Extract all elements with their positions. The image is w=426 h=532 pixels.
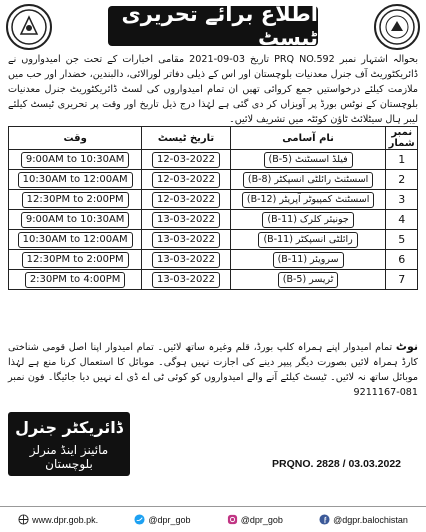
row-post: ٹریسر (B-5) [230,270,386,290]
note-label: نوٹ [395,340,418,353]
globe-icon [18,514,29,525]
row-date: 13-03-2022 [142,230,231,250]
row-time: 12:30PM to 2:00PM [9,190,142,210]
row-time: 9:00AM to 10:30AM [9,150,142,170]
row-date: 13-03-2022 [142,250,231,270]
director-department: مائینز اینڈ منرلز بلوچستان [29,443,109,471]
row-post: سرویئر (B-11) [230,250,386,270]
government-logo-icon [6,4,52,50]
note-section [8,339,418,400]
row-sn: 7 [386,270,418,290]
row-sn: 4 [386,210,418,230]
table-row [9,230,418,250]
table-row [9,190,418,210]
prq-value: 2828 [316,458,340,470]
row-sn: 5 [386,230,418,250]
footer-facebook[interactable]: @dgpr.balochistan [319,514,408,525]
table-row [9,250,418,270]
table-row [9,150,418,170]
row-date: 13-03-2022 [142,270,231,290]
row-post: فیلڈ اسسٹنٹ (B-5) [230,150,386,170]
row-time: 10:30AM to 12:00AM [9,170,142,190]
footer-twitter[interactable]: @dpr_gob [134,514,190,525]
footer-bar [0,506,426,532]
intro-text: بحوالہ اشتہار نمبر PRQ NO.592 تاریخ 03-09-2021 مقامی اخبارات کے تحت جن امیدواروں نے ڈائریکٹوریٹ آف جنرل معدنیات بلوچستان اور اس کے ذیلی دفاتر لورالائی، دالبندین، خضدار اور حب میں ملازمت کیلئے درخواستیں جمع کروائی تھیں ان تمام امیدواروں کی لسٹ ڈائریکٹوریٹ جنرل معدنیات بلوچستان کے نوٹس بورڈ پر آویزاں کر دی گئی ہے لہٰذا درج ذیل تاریخ اور وقت پر تحریری ٹیسٹ کیلئے لیبر ہال سیٹلائٹ ٹاؤن کوئٹہ میں تشریف لائیں۔ [8,54,418,125]
row-sn: 1 [386,150,418,170]
row-post: جونیئر کلرک (B-11) [230,210,386,230]
row-post: اسسٹنٹ کمپیوٹر آپریٹر (B-12) [230,190,386,210]
table-row [9,210,418,230]
instagram-icon [227,514,238,525]
table-row [9,170,418,190]
footer-instagram[interactable]: @dpr_gob [227,514,283,525]
page-title: اطلاع برائے تحریری ٹیسٹ [108,6,318,46]
header-sn: نمبر شمار [386,127,418,150]
table-header-row [9,127,418,150]
directorate-seal-icon [374,4,420,50]
row-sn: 3 [386,190,418,210]
row-date: 12-03-2022 [142,190,231,210]
header-time: وقت [9,127,142,150]
facebook-icon [319,514,330,525]
row-date: 12-03-2022 [142,150,231,170]
director-signature-block [8,412,130,476]
row-time: 9:00AM to 10:30AM [9,210,142,230]
prq-number: PRQNO. 2828 / 03.03.2022 [272,458,402,470]
director-title: ڈائریکٹر جنرل [15,418,123,437]
row-date: 12-03-2022 [142,170,231,190]
test-schedule-table [8,126,418,290]
row-sn: 2 [386,170,418,190]
intro-paragraph [8,52,418,127]
row-time: 12:30PM to 2:00PM [9,250,142,270]
twitter-icon [134,514,145,525]
row-time: 10:30AM to 12:00AM [9,230,142,250]
header-date: تاریخ ٹیسٹ [142,127,231,150]
row-post: اسسٹنٹ رائلٹی انسپکٹر (B-8) [230,170,386,190]
header-post: نام آسامی [230,127,386,150]
row-sn: 6 [386,250,418,270]
prq-date: 03.03.2022 [348,458,402,470]
footer-website[interactable]: www.dpr.gob.pk. [18,514,98,525]
prq-label: PRQNO. [272,458,314,470]
table-row [9,270,418,290]
note-text: تمام امیدوار اپنے ہمراہ کلپ بورڈ، قلم وغیرہ ساتھ لائیں۔ تمام امیدوار اپنا اصل قومی شناختی کارڈ ہمراہ لائیں بصورت دیگر پیپر دینے کی اجازت نہیں ہوگی۔ موبائل کا استعمال کرنا منع ہے لہٰذا موبائل ساتھ نہ لائیں۔ ٹیسٹ کیلئے آنے والے امیدواروں کو کوئی ٹی اے ڈی اے نہیں دیا جائیگا۔ فون نمبر 081-9211167 [8,342,418,398]
row-time: 2:30PM to 4:00PM [9,270,142,290]
row-date: 13-03-2022 [142,210,231,230]
row-post: رائلٹی انسپکٹر (B-11) [230,230,386,250]
